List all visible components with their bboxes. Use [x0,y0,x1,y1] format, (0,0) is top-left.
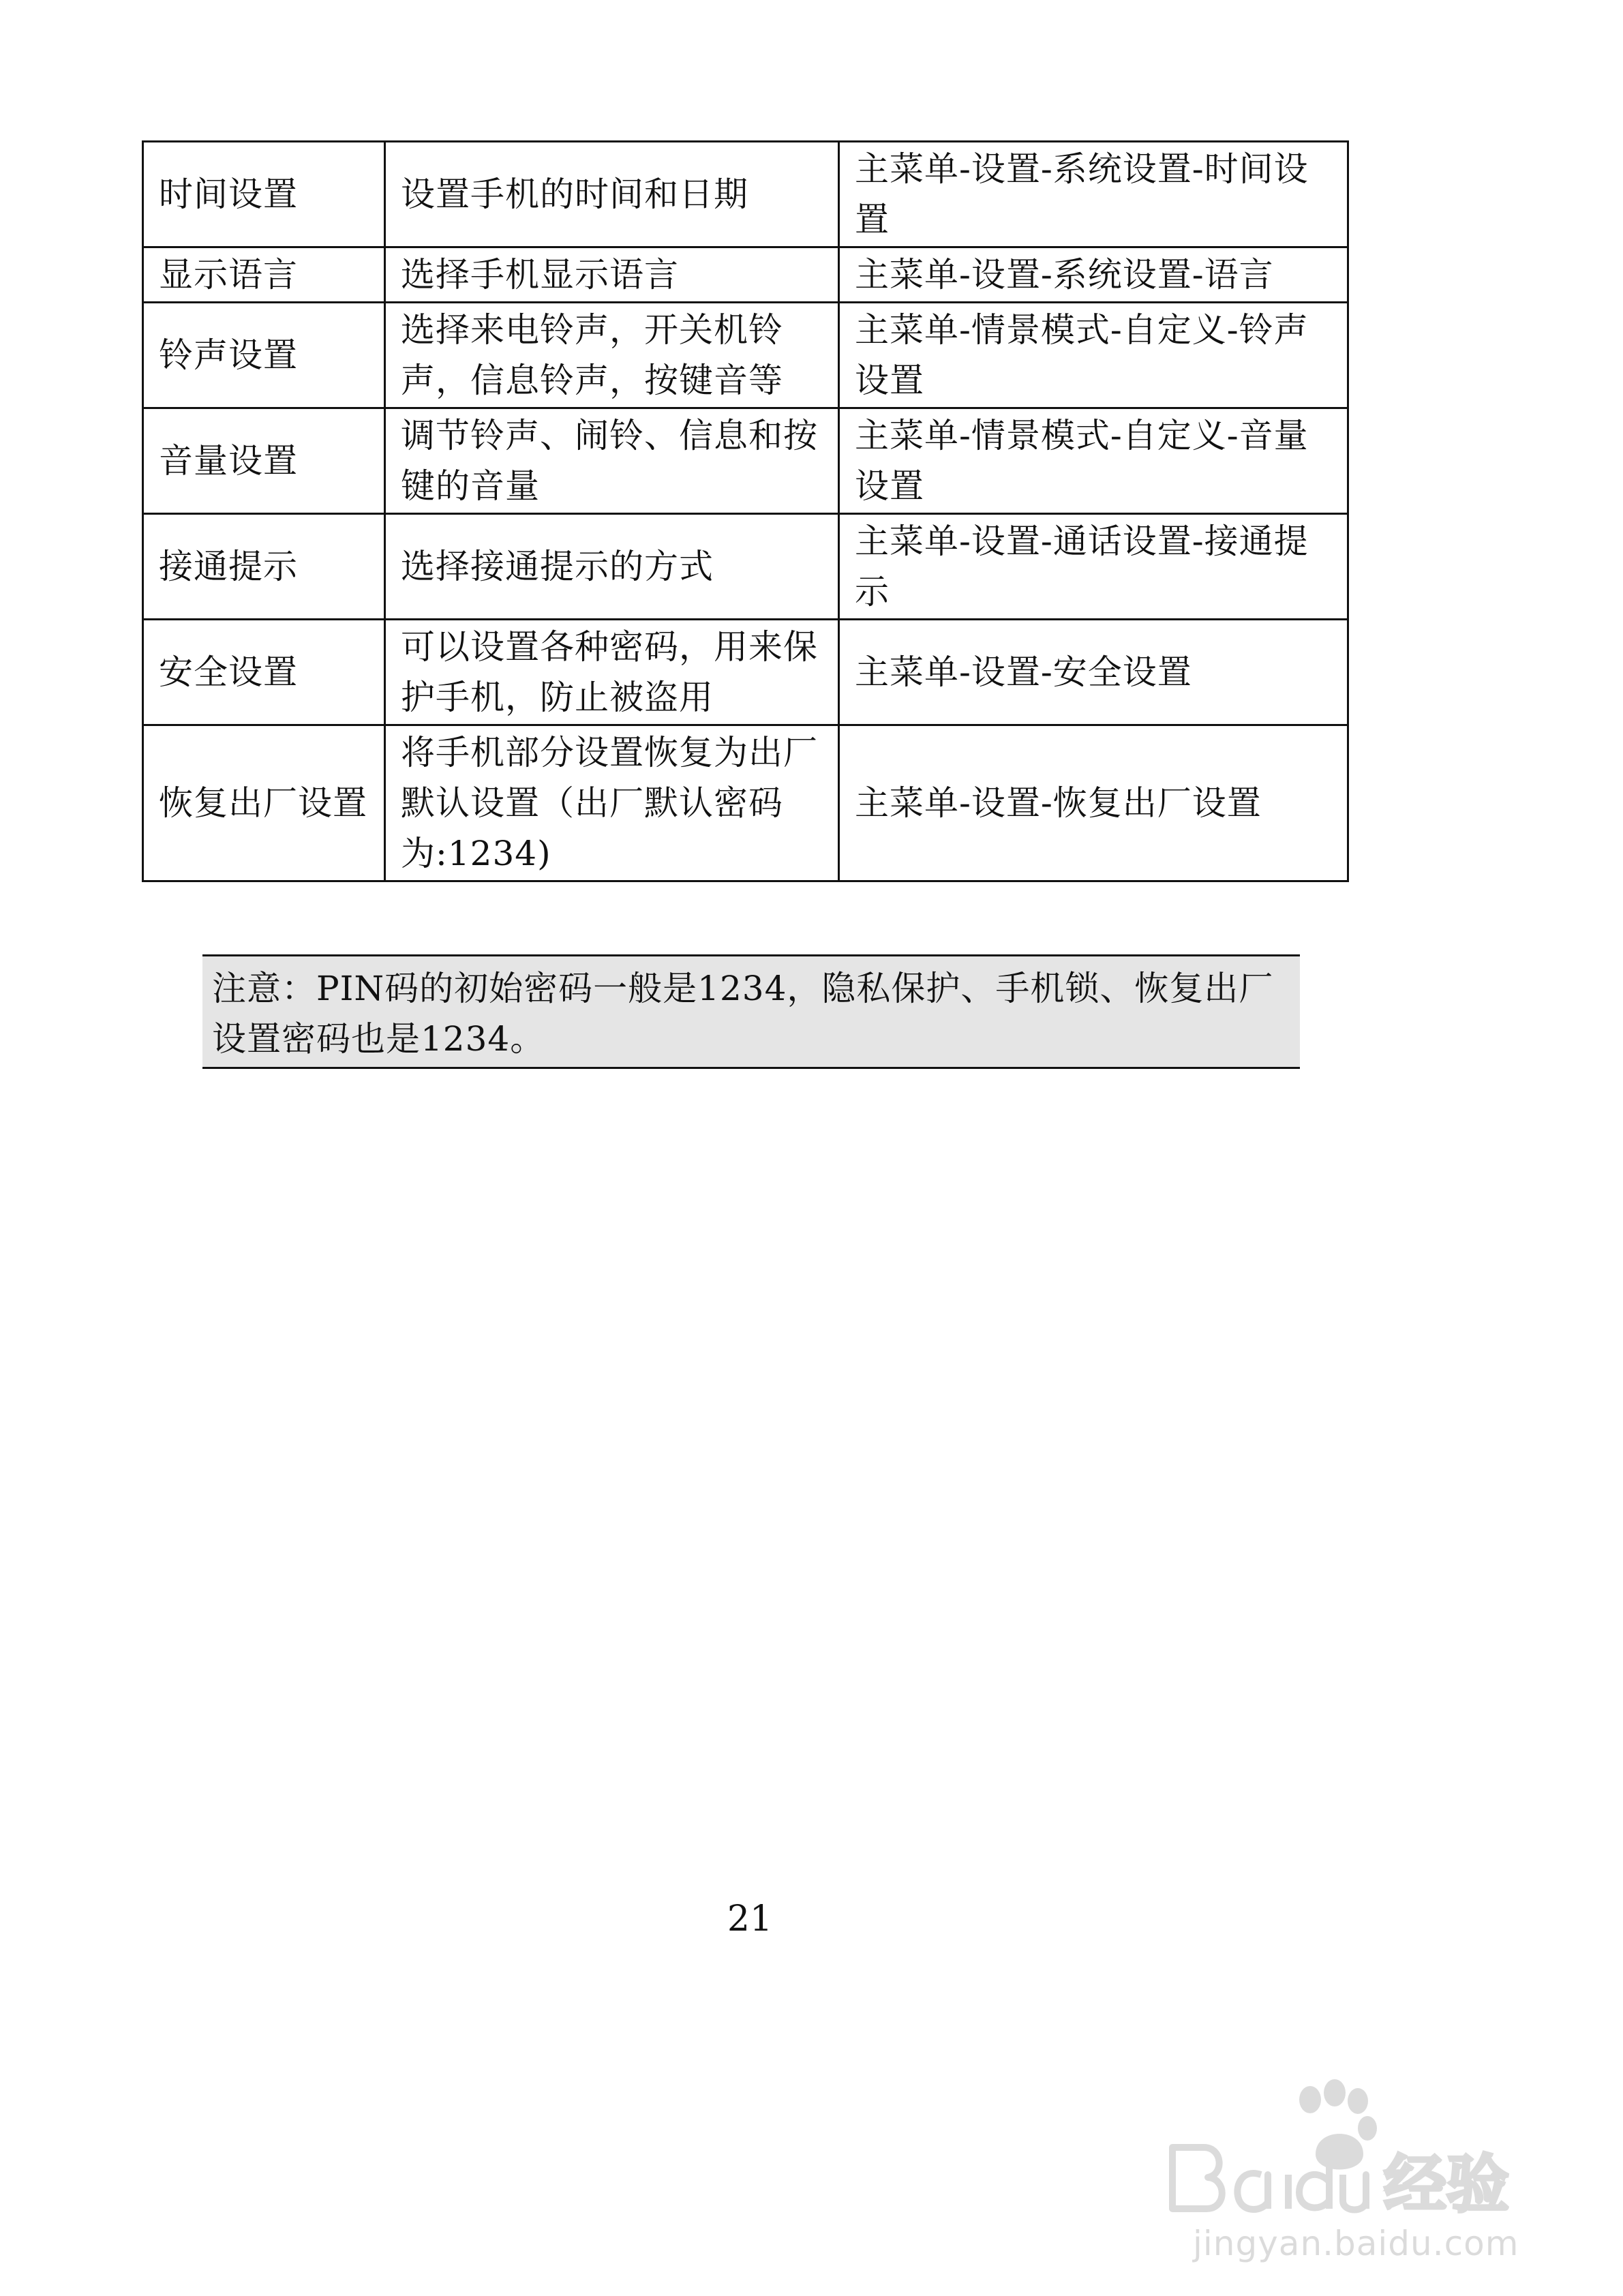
setting-description: 设置手机的时间和日期 [385,142,839,247]
setting-description: 选择接通提示的方式 [385,514,839,620]
setting-name: 安全设置 [143,620,385,725]
setting-name: 显示语言 [143,247,385,303]
setting-description: 选择来电铃声，开关机铃声，信息铃声，按键音等 [385,303,839,408]
table-row [143,303,1348,408]
page-number: 21 [727,1899,773,1939]
note-box [202,954,1300,1069]
menu-path: 主菜单-设置-系统设置-时间设置 [839,142,1348,247]
menu-path: 主菜单-设置-恢复出厂设置 [839,725,1348,881]
table-row [143,247,1348,303]
table-row [143,514,1348,620]
setting-description: 可以设置各种密码，用来保护手机，防止被盗用 [385,620,839,725]
setting-name: 时间设置 [143,142,385,247]
baidu-jingyan-watermark [1159,2072,1541,2277]
note-text: 注意：PIN码的初始密码一般是1234，隐私保护、手机锁、恢复出厂设置密码也是1234。 [212,969,1274,1059]
menu-path: 主菜单-设置-系统设置-语言 [839,247,1348,303]
table-row [143,725,1348,881]
setting-description: 调节铃声、闹铃、信息和按键的音量 [385,408,839,514]
watermark-site-text: jingyan.baidu.com [1193,2224,1519,2263]
table-row [143,142,1348,247]
setting-description: 选择手机显示语言 [385,247,839,303]
table-row [143,620,1348,725]
menu-path: 主菜单-设置-通话设置-接通提示 [839,514,1348,620]
menu-path: 主菜单-设置-安全设置 [839,620,1348,725]
setting-name: 恢复出厂设置 [143,725,385,881]
setting-description: 将手机部分设置恢复为出厂默认设置（出厂默认密码为:1234) [385,725,839,881]
menu-path: 主菜单-情景模式-自定义-音量设置 [839,408,1348,514]
baidu-logo-icon [1159,2072,1541,2222]
settings-table [142,140,1349,882]
setting-name: 铃声设置 [143,303,385,408]
watermark-logo-text: 经验 [1384,2148,1510,2221]
table-row [143,408,1348,514]
setting-name: 音量设置 [143,408,385,514]
menu-path: 主菜单-情景模式-自定义-铃声设置 [839,303,1348,408]
setting-name: 接通提示 [143,514,385,620]
